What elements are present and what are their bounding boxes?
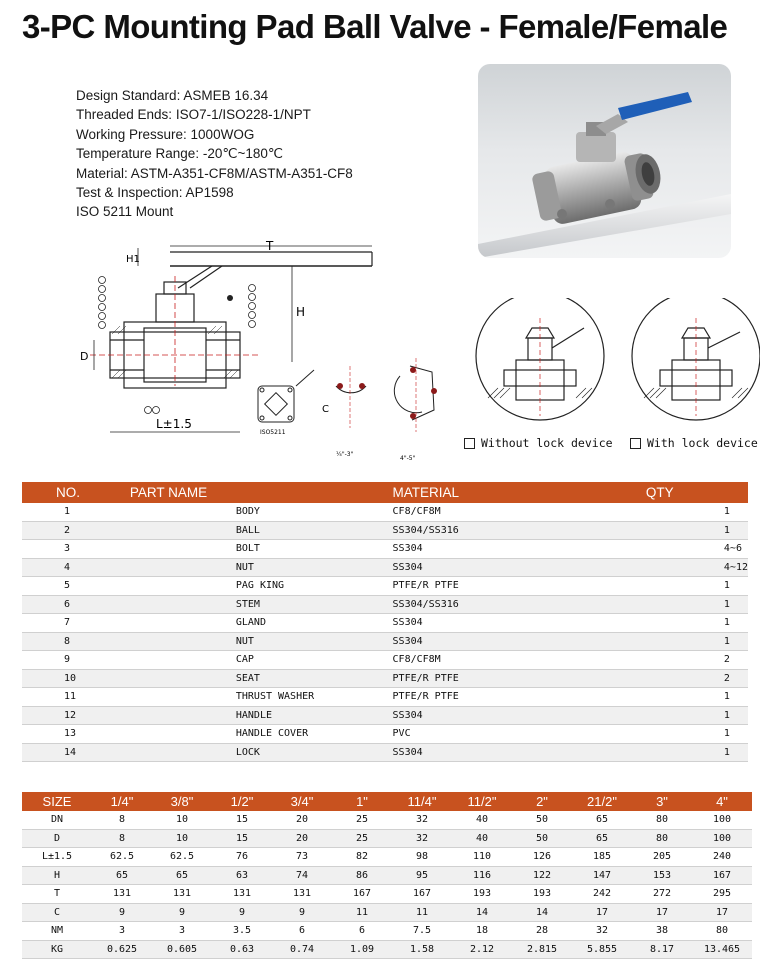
size-cell: 98 xyxy=(392,848,452,867)
part-qty: 1 xyxy=(534,706,748,725)
part-material: SS304 xyxy=(393,743,534,762)
part-no: 7 xyxy=(22,614,128,633)
size-cell: 20 xyxy=(272,829,332,848)
parts-table-row xyxy=(22,632,748,651)
spec-list xyxy=(76,86,353,222)
size-cell: 82 xyxy=(332,848,392,867)
size-cell: 18 xyxy=(452,922,512,941)
size-cell: 295 xyxy=(692,885,752,904)
size-cell: 32 xyxy=(392,811,452,829)
part-name: HANDLE xyxy=(128,706,393,725)
size-cell: 14 xyxy=(452,903,512,922)
part-qty: 1 xyxy=(534,577,748,596)
part-no: 4 xyxy=(22,558,128,577)
part-no: 6 xyxy=(22,595,128,614)
size-cell: 131 xyxy=(212,885,272,904)
size-cell: 2.12 xyxy=(452,940,512,959)
size-header-col: 3/4" xyxy=(272,792,332,811)
part-qty: 1 xyxy=(534,521,748,540)
iso5211-label: ISO5211 xyxy=(260,429,286,436)
size-cell: 167 xyxy=(692,866,752,885)
size-cell: 5.855 xyxy=(572,940,632,959)
size-row-label: KG xyxy=(22,940,92,959)
size-row-label: NM xyxy=(22,922,92,941)
size-cell: 0.605 xyxy=(152,940,212,959)
size-cell: 65 xyxy=(152,866,212,885)
lock-device-drawings xyxy=(468,298,760,434)
part-material: SS304/SS316 xyxy=(393,521,534,540)
size-cell: 32 xyxy=(572,922,632,941)
size-table-row xyxy=(22,940,752,959)
size-table-row xyxy=(22,903,752,922)
part-qty: 1 xyxy=(534,632,748,651)
part-name: NUT xyxy=(128,632,393,651)
part-name: BALL xyxy=(128,521,393,540)
parts-table-row xyxy=(22,706,748,725)
size-header-col: 1" xyxy=(332,792,392,811)
parts-table-row xyxy=(22,558,748,577)
part-name: STEM xyxy=(128,595,393,614)
size-header-col: 3/8" xyxy=(152,792,212,811)
part-name: THRUST WASHER xyxy=(128,688,393,707)
part-qty: 1 xyxy=(534,725,748,744)
size-cell: 131 xyxy=(152,885,212,904)
size-cell: 32 xyxy=(392,829,452,848)
parts-table-row xyxy=(22,669,748,688)
size-table xyxy=(22,792,752,959)
parts-table-row xyxy=(22,540,748,559)
parts-table-row xyxy=(22,595,748,614)
size-cell: 63 xyxy=(212,866,272,885)
size-cell: 15 xyxy=(212,811,272,829)
size-cell: 9 xyxy=(152,903,212,922)
dim-h1-label: H1 xyxy=(126,254,140,265)
option-with-lock[interactable] xyxy=(630,436,758,450)
size-cell: 15 xyxy=(212,829,272,848)
size-header-label: SIZE xyxy=(22,792,92,811)
size-header-col: 21/2" xyxy=(572,792,632,811)
size-cell: 1.09 xyxy=(332,940,392,959)
size-cell: 80 xyxy=(632,829,692,848)
size-table-row xyxy=(22,885,752,904)
size-cell: 17 xyxy=(572,903,632,922)
part-name: NUT xyxy=(128,558,393,577)
part-no: 12 xyxy=(22,706,128,725)
size-cell: 10 xyxy=(152,811,212,829)
part-qty: 1 xyxy=(534,503,748,521)
parts-table-row xyxy=(22,521,748,540)
part-material: CF8/CF8M xyxy=(393,503,534,521)
size-cell: 6 xyxy=(272,922,332,941)
parts-table-row xyxy=(22,651,748,670)
part-no: 8 xyxy=(22,632,128,651)
part-material: PTFE/R PTFE xyxy=(393,688,534,707)
part-qty: 2 xyxy=(534,669,748,688)
range-large-label: 4"-5" xyxy=(400,455,416,462)
part-name: GLAND xyxy=(128,614,393,633)
size-header-col: 1/2" xyxy=(212,792,272,811)
part-no: 11 xyxy=(22,688,128,707)
part-material: CF8/CF8M xyxy=(393,651,534,670)
spec-design-standard: Design Standard: ASMEB 16.34 xyxy=(76,88,269,103)
dim-d-label: D xyxy=(80,350,89,363)
part-no: 14 xyxy=(22,743,128,762)
spec-working-pressure: Working Pressure: 1000WOG xyxy=(76,126,255,142)
parts-table-row xyxy=(22,688,748,707)
size-cell: 62.5 xyxy=(152,848,212,867)
part-material: PTFE/R PTFE xyxy=(393,577,534,596)
spec-material: Material: ASTM-A351-CF8M/ASTM-A351-CF8 xyxy=(76,165,353,181)
size-row-label: H xyxy=(22,866,92,885)
size-cell: 205 xyxy=(632,848,692,867)
part-material: SS304 xyxy=(393,706,534,725)
part-name: BODY xyxy=(128,503,393,521)
size-cell: 8 xyxy=(92,811,152,829)
valve-drawing xyxy=(60,236,460,466)
part-qty: 4~12 xyxy=(534,558,748,577)
size-cell: 25 xyxy=(332,811,392,829)
size-cell: 14 xyxy=(512,903,572,922)
size-cell: 100 xyxy=(692,829,752,848)
size-cell: 9 xyxy=(92,903,152,922)
size-cell: 193 xyxy=(512,885,572,904)
size-table-row xyxy=(22,866,752,885)
size-header-col: 11/4" xyxy=(392,792,452,811)
dim-c-label: C xyxy=(322,404,329,415)
size-cell: 65 xyxy=(572,829,632,848)
dim-l-label: L±1.5 xyxy=(156,417,192,431)
size-cell: 185 xyxy=(572,848,632,867)
size-row-label: DN xyxy=(22,811,92,829)
page-title: 3-PC Mounting Pad Ball Valve - Female/Female xyxy=(22,8,728,45)
parts-table xyxy=(22,482,748,762)
size-header-col: 2" xyxy=(512,792,572,811)
option-with-lock-label: With lock device xyxy=(647,436,758,450)
size-cell: 0.63 xyxy=(212,940,272,959)
header-qty: QTY xyxy=(534,482,748,503)
product-photo xyxy=(478,64,731,258)
size-cell: 272 xyxy=(632,885,692,904)
size-cell: 147 xyxy=(572,866,632,885)
part-qty: 1 xyxy=(534,595,748,614)
size-cell: 17 xyxy=(632,903,692,922)
part-name: LOCK xyxy=(128,743,393,762)
size-cell: 13.465 xyxy=(692,940,752,959)
spec-threaded-ends: Threaded Ends: ISO7-1/ISO228-1/NPT xyxy=(76,107,311,123)
part-material: SS304 xyxy=(393,540,534,559)
option-without-lock[interactable] xyxy=(464,436,613,450)
size-cell: 122 xyxy=(512,866,572,885)
checkbox-without-lock[interactable] xyxy=(464,438,475,449)
parts-table-row xyxy=(22,743,748,762)
size-cell: 62.5 xyxy=(92,848,152,867)
size-cell: 9 xyxy=(212,903,272,922)
header-material: MATERIAL xyxy=(393,482,534,503)
header-no: NO. xyxy=(22,482,128,503)
option-without-lock-label: Without lock device xyxy=(481,436,613,450)
size-cell: 9 xyxy=(272,903,332,922)
part-no: 9 xyxy=(22,651,128,670)
part-name: SEAT xyxy=(128,669,393,688)
size-cell: 50 xyxy=(512,829,572,848)
size-cell: 65 xyxy=(572,811,632,829)
size-cell: 74 xyxy=(272,866,332,885)
part-no: 13 xyxy=(22,725,128,744)
size-cell: 7.5 xyxy=(392,922,452,941)
part-no: 10 xyxy=(22,669,128,688)
size-table-header xyxy=(22,792,752,811)
part-no: 1 xyxy=(22,503,128,521)
size-table-row xyxy=(22,848,752,867)
checkbox-with-lock[interactable] xyxy=(630,438,641,449)
part-name: BOLT xyxy=(128,540,393,559)
size-cell: 25 xyxy=(332,829,392,848)
size-cell: 73 xyxy=(272,848,332,867)
size-cell: 2.815 xyxy=(512,940,572,959)
size-cell: 6 xyxy=(332,922,392,941)
size-table-row xyxy=(22,922,752,941)
size-header-col: 3" xyxy=(632,792,692,811)
part-no: 5 xyxy=(22,577,128,596)
part-no: 2 xyxy=(22,521,128,540)
size-cell: 40 xyxy=(452,811,512,829)
size-cell: 131 xyxy=(272,885,332,904)
size-cell: 100 xyxy=(692,811,752,829)
size-row-label: T xyxy=(22,885,92,904)
parts-table-row xyxy=(22,725,748,744)
size-cell: 3 xyxy=(92,922,152,941)
size-cell: 80 xyxy=(632,811,692,829)
header-part-name: PART NAME xyxy=(128,482,393,503)
size-cell: 153 xyxy=(632,866,692,885)
size-cell: 116 xyxy=(452,866,512,885)
size-row-label: D xyxy=(22,829,92,848)
range-small-label: ¼"-3" xyxy=(336,451,354,458)
part-qty: 1 xyxy=(534,743,748,762)
size-cell: 0.625 xyxy=(92,940,152,959)
part-material: PTFE/R PTFE xyxy=(393,669,534,688)
size-cell: 242 xyxy=(572,885,632,904)
size-table-row xyxy=(22,829,752,848)
size-cell: 17 xyxy=(692,903,752,922)
parts-table-row xyxy=(22,614,748,633)
size-cell: 240 xyxy=(692,848,752,867)
size-table-row xyxy=(22,811,752,829)
size-cell: 95 xyxy=(392,866,452,885)
size-cell: 11 xyxy=(332,903,392,922)
part-name: CAP xyxy=(128,651,393,670)
part-qty: 1 xyxy=(534,688,748,707)
size-cell: 76 xyxy=(212,848,272,867)
part-qty: 1 xyxy=(534,614,748,633)
part-material: SS304 xyxy=(393,632,534,651)
size-cell: 28 xyxy=(512,922,572,941)
part-material: SS304/SS316 xyxy=(393,595,534,614)
size-header-col: 11/2" xyxy=(452,792,512,811)
size-cell: 40 xyxy=(452,829,512,848)
size-cell: 0.74 xyxy=(272,940,332,959)
parts-table-row xyxy=(22,577,748,596)
size-cell: 3 xyxy=(152,922,212,941)
size-cell: 11 xyxy=(392,903,452,922)
size-cell: 65 xyxy=(92,866,152,885)
size-header-col: 1/4" xyxy=(92,792,152,811)
size-row-label: C xyxy=(22,903,92,922)
size-cell: 3.5 xyxy=(212,922,272,941)
spec-iso-mount: ISO 5211 Mount xyxy=(76,204,174,220)
parts-table-header xyxy=(22,482,748,503)
spec-temperature-range: Temperature Range: -20℃~180℃ xyxy=(76,146,284,162)
size-cell: 1.58 xyxy=(392,940,452,959)
size-cell: 20 xyxy=(272,811,332,829)
size-cell: 8 xyxy=(92,829,152,848)
size-cell: 167 xyxy=(332,885,392,904)
parts-table-row xyxy=(22,503,748,521)
size-cell: 131 xyxy=(92,885,152,904)
part-qty: 4~6 xyxy=(534,540,748,559)
size-cell: 86 xyxy=(332,866,392,885)
part-name: HANDLE COVER xyxy=(128,725,393,744)
size-cell: 193 xyxy=(452,885,512,904)
size-cell: 38 xyxy=(632,922,692,941)
size-cell: 10 xyxy=(152,829,212,848)
size-row-label: L±1.5 xyxy=(22,848,92,867)
part-qty: 2 xyxy=(534,651,748,670)
part-material: SS304 xyxy=(393,558,534,577)
size-cell: 8.17 xyxy=(632,940,692,959)
dim-h-label: H xyxy=(296,305,306,319)
part-material: PVC xyxy=(393,725,534,744)
size-cell: 50 xyxy=(512,811,572,829)
part-material: SS304 xyxy=(393,614,534,633)
size-cell: 126 xyxy=(512,848,572,867)
part-no: 3 xyxy=(22,540,128,559)
size-cell: 110 xyxy=(452,848,512,867)
size-cell: 80 xyxy=(692,922,752,941)
dim-t-label: T xyxy=(266,239,274,253)
size-header-col: 4" xyxy=(692,792,752,811)
spec-test-inspection: Test & Inspection: AP1598 xyxy=(76,185,234,201)
size-cell: 167 xyxy=(392,885,452,904)
part-name: PAG KING xyxy=(128,577,393,596)
